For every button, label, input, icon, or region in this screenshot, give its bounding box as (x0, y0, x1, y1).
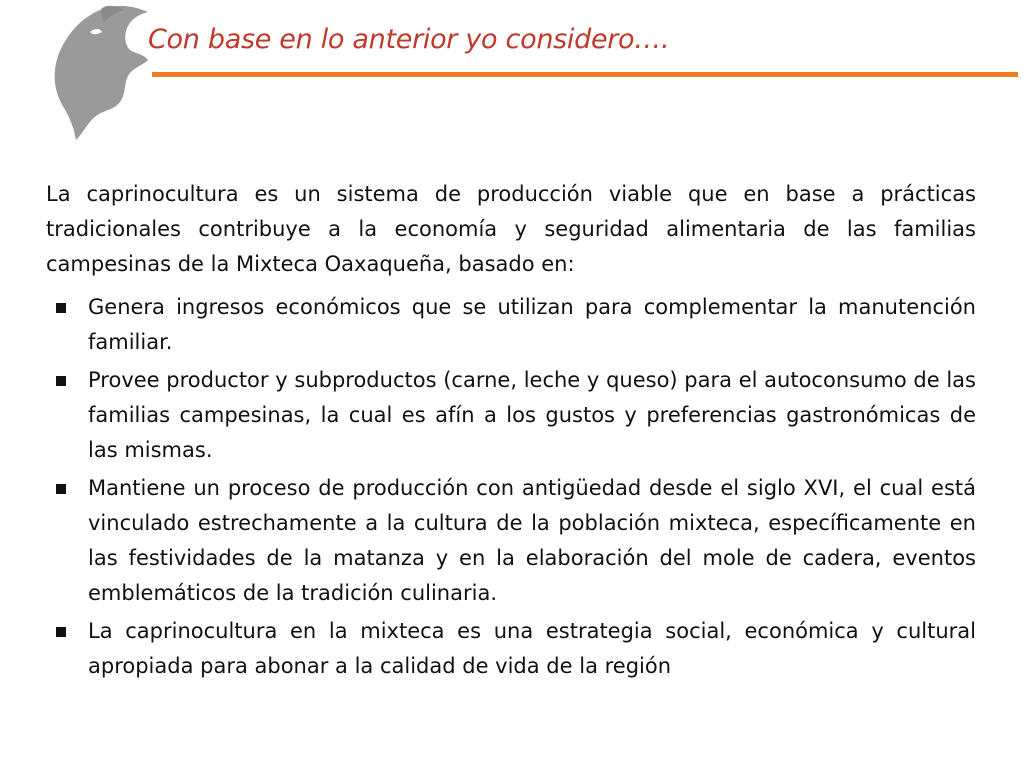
bullet-list (46, 290, 976, 687)
list-item (46, 290, 976, 360)
list-item (46, 614, 976, 684)
bullet-icon (56, 376, 66, 386)
bullet-icon (56, 303, 66, 313)
list-item (46, 471, 976, 611)
goat-head-icon (44, 4, 154, 144)
title-divider (152, 72, 1018, 77)
list-item-text: La caprinocultura en la mixteca es una estrategia social, económica y cultural apropiada para abonar a la calidad de vida de la región (88, 619, 976, 678)
bullet-icon (56, 627, 66, 637)
list-item-text: Provee productor y subproductos (carne, leche y queso) para el autoconsumo de las familias campesinas, la cual es afín a los gustos y preferencias gastronómicas de las mismas. (88, 368, 976, 462)
list-item-text: Genera ingresos económicos que se utilizan para complementar la manutención familiar. (88, 295, 976, 354)
bullet-icon (56, 484, 66, 494)
list-item (46, 363, 976, 468)
list-item-text: Mantiene un proceso de producción con antigüedad desde el siglo XVI, el cual está vinculado estrechamente a la cultura de la población mixteca, específicamente en las festividades de la matanza y en la elaboración del mole de cadera, eventos emblemáticos de la tradición culinaria. (88, 476, 976, 605)
intro-paragraph: La caprinocultura es un sistema de producción viable que en base a prácticas tradicionales contribuye a la economía y seguridad alimentaria de las familias campesinas de la Mixteca Oaxaqueña, basado en: (46, 182, 976, 276)
page-title: Con base en lo anterior yo considero…. (148, 24, 670, 55)
